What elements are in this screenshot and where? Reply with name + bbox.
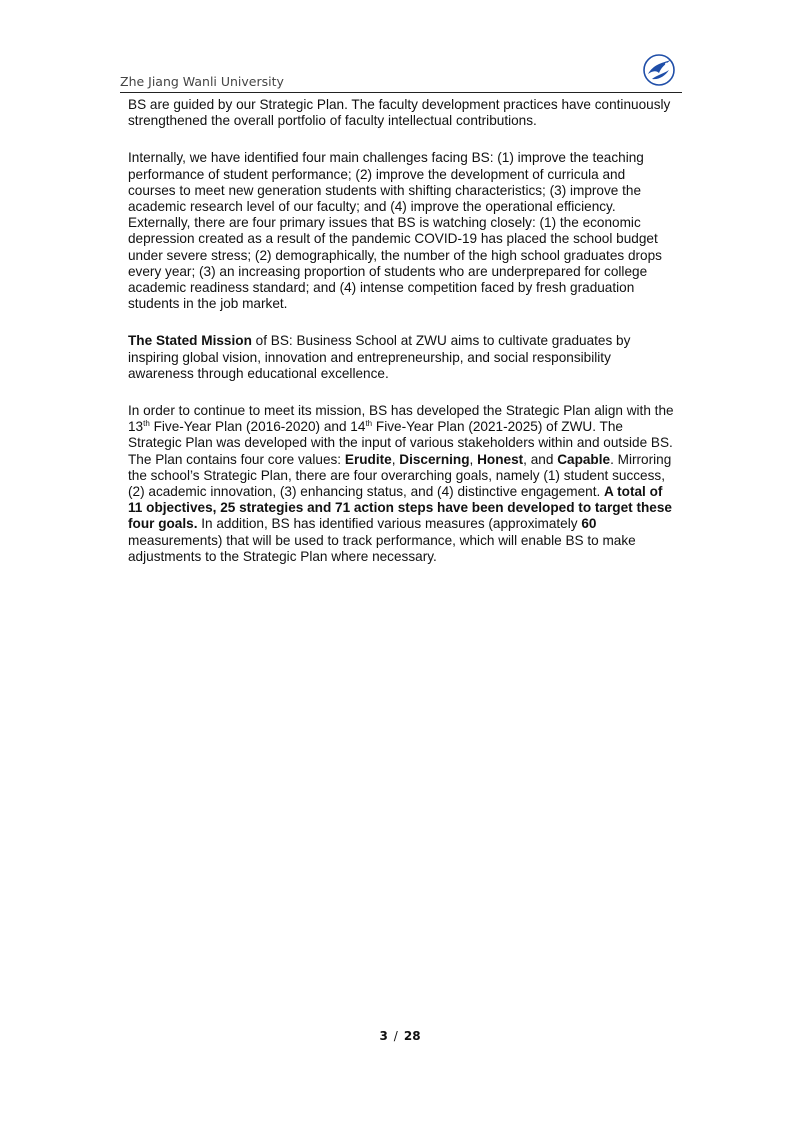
measures-count: 60 bbox=[581, 516, 597, 532]
plan-objectives-summary: A total of 11 objectives, 25 strategies and 71 action steps have been developed to target these four goals. bbox=[128, 484, 672, 532]
plan-text-3: Five-Year Plan (2021-2025) of ZWU. The Strategic Plan was developed with the input of various stakeholders within and outside BS. The Plan contains four core values: bbox=[128, 419, 673, 467]
mission-heading: The Stated Mission bbox=[128, 333, 252, 349]
page-total: 28 bbox=[403, 1029, 421, 1043]
page-number: 3 bbox=[379, 1029, 388, 1043]
core-value-capable: Capable bbox=[557, 451, 611, 467]
paragraph-faculty-development: BS are guided by our Strategic Plan. The faculty development practices have continuously strengthened the overall portfolio of faculty intellectual contributions. bbox=[128, 97, 671, 129]
page-separator: / bbox=[393, 1029, 398, 1043]
plan-comma: , bbox=[469, 451, 478, 467]
plan-comma: , bbox=[391, 451, 400, 467]
page-header bbox=[120, 56, 682, 93]
plan-text-5: In addition, BS has identified various measures (approximately bbox=[197, 516, 582, 532]
core-value-erudite: Erudite bbox=[344, 451, 392, 467]
page-footer bbox=[0, 1029, 800, 1043]
paragraph-strategic-plan bbox=[128, 403, 676, 565]
ordinal-suffix: th bbox=[143, 419, 150, 429]
plan-text-1: In order to continue to meet its mission, BS has developed the Strategic Plan align with the 13 bbox=[128, 403, 674, 435]
ordinal-suffix: th bbox=[365, 419, 373, 429]
mission-text: of BS: Business School at ZWU aims to cultivate graduates by inspiring global vision, innovation and entrepreneurship, and social responsibility awareness through educational excellence. bbox=[128, 333, 631, 381]
paragraph-challenges: Internally, we have identified four main challenges facing BS: (1) improve the teaching performance of student performance; (2) improve the development of curricula and courses to meet new generation students with shifting characteristics; (3) improve the academic research level of our faculty; and (4) improve the operational efficiency. Externally, there are four primary issues that BS is watching closely: (1) the economic depression created as a result of the pandemic COVID-19 has placed the school budget under severe stress; (2) demographically, the number of the high school graduates drops every year; (3) an increasing proportion of students who are underprepared for college academic readiness standard; and (4) intense competition faced by fresh graduation students in the job market. bbox=[128, 150, 662, 312]
plan-and: , and bbox=[523, 451, 558, 467]
main-content bbox=[128, 97, 676, 586]
paragraph-mission bbox=[128, 333, 676, 382]
plan-text-4: . Mirroring the school’s Strategic Plan, there are four overarching goals, namely (1) student success, (2) academic innovation, (3) enhancing status, and (4) distinctive engagement. bbox=[128, 451, 672, 500]
university-name: Zhe Jiang Wanli University bbox=[120, 74, 284, 89]
core-value-honest: Honest bbox=[477, 451, 524, 467]
university-bird-logo-icon bbox=[642, 53, 676, 87]
plan-text-6: measurements) that will be used to track performance, which will enable BS to make adjustments to the Strategic Plan where necessary. bbox=[128, 532, 636, 564]
core-value-discerning: Discerning bbox=[399, 451, 470, 467]
plan-text-2: Five-Year Plan (2016-2020) and 14 bbox=[149, 419, 366, 435]
